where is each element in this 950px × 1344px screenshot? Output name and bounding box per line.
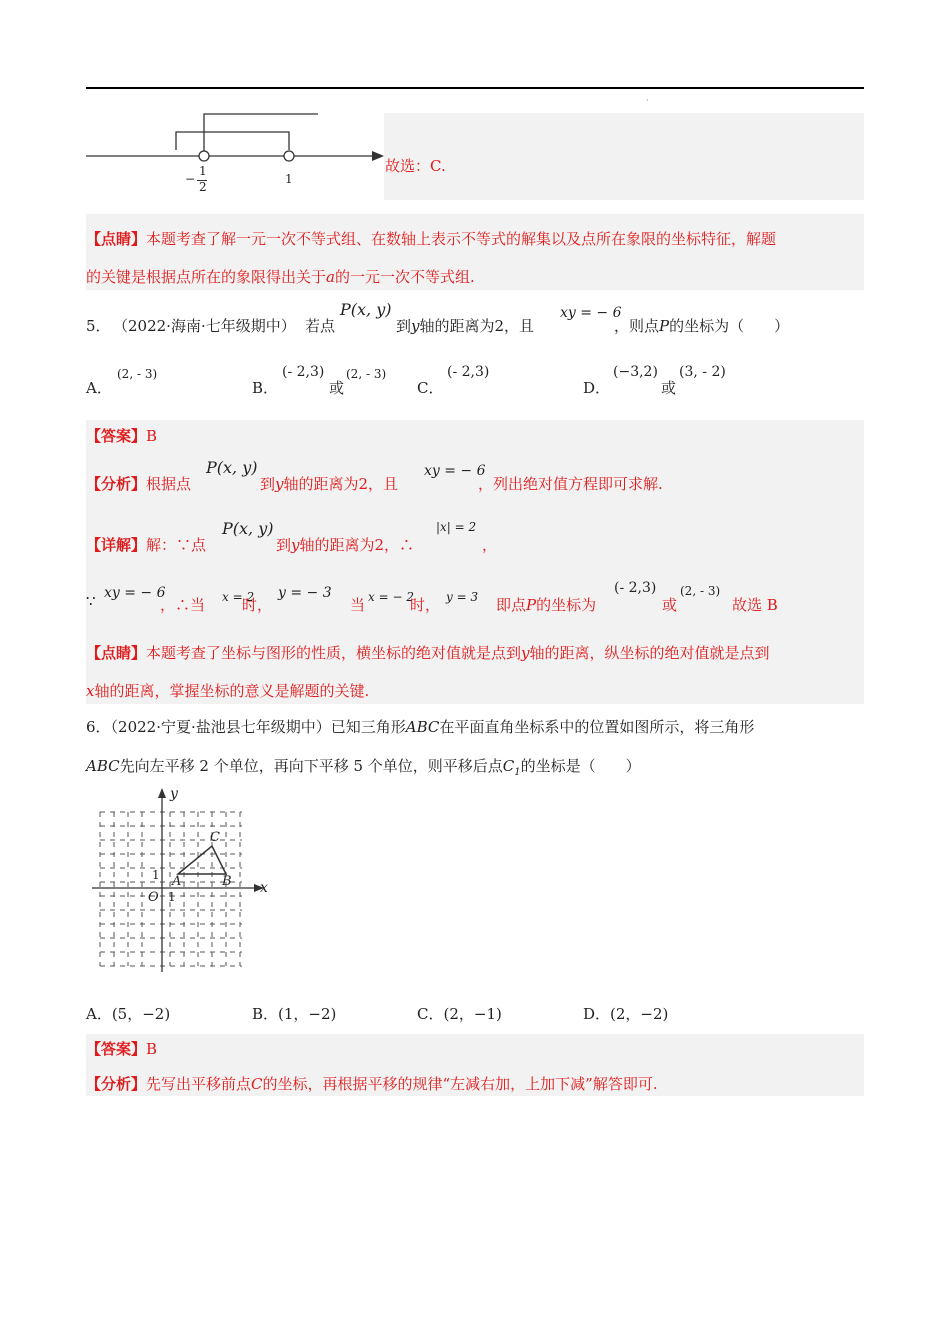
q5-source: （2022·海南·七年级期中） (113, 317, 296, 335)
answer-bg-1 (384, 113, 864, 200)
q6-option-a[interactable]: A．(5，−2) (86, 1005, 171, 1023)
numberline-neg-sign: − (185, 172, 196, 186)
triangle-abc (178, 846, 226, 874)
q5-text3: 轴的距离为2，且 (419, 317, 535, 335)
q5-pvar: P (659, 317, 670, 335)
q5-text4: ，则点 (614, 317, 660, 335)
q5-yvar: y (411, 317, 420, 335)
q5-detail-text4: ， (482, 536, 498, 554)
q6-answer-tag: 【答案】 (86, 1040, 147, 1058)
q5-dianjing-x: x (86, 682, 95, 700)
q6-point-c: C (210, 830, 220, 845)
q6-text1: 已知三角形 (330, 718, 406, 736)
q6-text2: 在平面直角坐标系中的位置如图所示，将三角形 (439, 718, 755, 736)
q5-answer-value: B (146, 427, 158, 445)
q5-option-c-label[interactable]: C． (417, 379, 444, 397)
q6-answer-value: B (146, 1040, 158, 1058)
q5-text-line2 (614, 315, 789, 337)
q5-detail-v2: (2, - 3) (680, 584, 721, 598)
q5-dianjing-y: y (521, 644, 530, 662)
header-rule (86, 87, 864, 89)
q5-text-line (396, 315, 534, 337)
q5-detail-text3: 轴的距离为2，∴ (299, 536, 415, 554)
q6-one-x-label: 1 (168, 890, 176, 904)
q5-option-b-value1[interactable]: (- 2,3) (282, 364, 325, 380)
q5-analysis-text1: 根据点 (146, 475, 192, 493)
q5-text5: 的坐标为（ ） (669, 317, 790, 335)
q6-source: （2022·宁夏·盐池县七年级期中） (110, 718, 331, 736)
q5-detail-tag: 【详解】 (86, 536, 147, 554)
q6-line1 (86, 716, 754, 738)
q5-detail-text1: 解：∵点 (146, 536, 207, 554)
q5-analysis-text2: 到 (260, 475, 276, 493)
q6-point-a: A (172, 874, 182, 889)
q6-option-b[interactable]: B．(1，−2) (252, 1005, 337, 1023)
q5-option-d-label[interactable]: D． (583, 379, 611, 397)
q6-c1-sub: 1 (514, 767, 521, 778)
top-conclusion: 故选：C. (385, 157, 446, 175)
q5-text1: 若点 (305, 317, 336, 335)
q5-text2: 到 (396, 317, 412, 335)
q5-number: 5． (86, 317, 111, 335)
q5-option-b-or: 或 (329, 379, 345, 397)
q5-detail-abs: |x| = 2 (436, 520, 477, 534)
q5-detail-because: ∵ (86, 592, 96, 610)
q5-analysis-line (86, 473, 191, 495)
q5-dianjing-2: 轴的距离，掌握坐标的意义是解题的关键. (94, 682, 370, 700)
q5-detail-l2c: 当 (350, 596, 366, 614)
q4-dianjing-var: a (326, 268, 335, 286)
numberline-neg-num: 1 (199, 164, 207, 178)
q5-option-d-or: 或 (661, 379, 677, 397)
q6-abc2: ABC (86, 757, 120, 775)
q5-analysis-text3: 轴的距离为2，且 (283, 475, 399, 493)
q5-detail-x2: x = − 2 (368, 590, 414, 604)
q5-detail-y1: y = − 3 (278, 585, 332, 601)
q5-detail-l2g: 故选 B (732, 596, 778, 614)
q6-y-label: y (170, 786, 178, 802)
q5-detail-l2e: 即点 (496, 596, 527, 614)
q5-dianjing-tag: 【点睛】 (86, 644, 147, 662)
q5-detail-y: y (291, 536, 300, 554)
q5-dianjing-1b: 轴的距离，纵坐标的绝对值就是点到 (529, 644, 770, 662)
q5-analysis-tag: 【分析】 (86, 475, 147, 493)
q5-option-b-value2[interactable]: (2, - 3) (346, 367, 387, 381)
q5-analysis-cond: xy = − 6 (424, 463, 486, 479)
q6-text4: 的坐标是（ ） (520, 757, 641, 775)
q6-line2 (86, 755, 641, 784)
q4-dianjing-text2b: 的一元一次不等式组. (334, 268, 475, 286)
q6-number: 6． (86, 718, 111, 736)
q5-detail-y2: y = 3 (446, 590, 479, 604)
q6-point-b: B (222, 874, 232, 889)
q6-option-c[interactable]: C．(2，−1) (417, 1005, 502, 1023)
q5-detail-line-b (276, 534, 414, 556)
number-line-figure (86, 106, 384, 198)
q5-detail-point: P(x, y) (222, 519, 274, 538)
q4-dianjing-line1 (86, 228, 776, 250)
numberline-one: 1 (285, 172, 293, 186)
q6-abc: ABC (405, 718, 440, 736)
q5-detail-or: 或 (662, 596, 678, 614)
q5-analysis-text4: ，列出绝对值方程即可求解. (478, 475, 663, 493)
q5-option-b-label[interactable]: B． (252, 379, 279, 397)
q5-answer-tag: 【答案】 (86, 427, 147, 445)
q5-dianjing-line1 (86, 642, 770, 664)
q5-cond: xy = − 6 (560, 305, 622, 321)
q5-option-d-value2[interactable]: (3, - 2) (679, 364, 726, 380)
q5-answer (86, 425, 157, 447)
q5-detail-line (86, 534, 206, 556)
q6-text3: 先向左平移 2 个单位，再向下平移 5 个单位，则平移后点 (119, 757, 503, 775)
q5-detail-l2a: ，∴当 (160, 596, 206, 614)
q5-option-c-value[interactable]: (- 2,3) (447, 364, 490, 380)
q4-dianjing-line2 (86, 266, 475, 288)
q5-dianjing-1a: 本题考查了坐标与图形的性质，横坐标的绝对值就是点到 (146, 644, 522, 662)
q6-analysis-tag: 【分析】 (86, 1075, 147, 1093)
q6-x-label: x (260, 880, 268, 896)
q6-grid-svg (88, 786, 278, 976)
q5-detail-l2b: 时， (242, 596, 273, 614)
q6-analysis-text2: 的坐标，再根据平移的规律“左减右加，上加下减”解答即可. (262, 1075, 658, 1093)
header-dot: · (646, 96, 649, 105)
q5-detail-l2d: 时， (410, 596, 441, 614)
q5-analysis-line-b (260, 473, 398, 495)
q5-option-a-label[interactable]: A． (86, 379, 112, 397)
q5-detail-text2: 到 (276, 536, 292, 554)
q6-coordinate-figure (88, 786, 278, 976)
q6-analysis-text1: 先写出平移前点 (146, 1075, 252, 1093)
q5-detail-v1: (- 2,3) (614, 580, 657, 596)
q6-c1: C (502, 757, 515, 775)
q5-detail-p: P (526, 596, 537, 614)
q6-origin-label: O (148, 890, 159, 905)
q5-detail-x1: x = 2 (222, 590, 255, 604)
q6-analysis (86, 1073, 658, 1095)
q4-dianjing-tag: 【点睛】 (86, 230, 147, 248)
q4-dianjing-text2a: 的关键是根据点所在的象限得出关于 (86, 268, 327, 286)
q5-option-d-value1[interactable]: (−3,2) (613, 364, 658, 380)
q6-answer (86, 1038, 157, 1060)
q5-option-a-value[interactable]: (2, - 3) (117, 367, 158, 381)
q5-dianjing-line2 (86, 680, 369, 702)
q5-point: P(x, y) (340, 300, 392, 319)
q6-option-d[interactable]: D．(2，−2) (583, 1005, 669, 1023)
q5-analysis-point: P(x, y) (206, 458, 258, 477)
q5-detail-l2f: 的坐标为 (536, 596, 597, 614)
q6-one-y-label: 1 (152, 868, 160, 882)
q5-detail-cond2: xy = − 6 (104, 585, 166, 601)
q6-analysis-c: C (251, 1075, 263, 1093)
q5-analysis-y: y (275, 475, 284, 493)
q4-dianjing-text1: 本题考查了解一元一次不等式组、在数轴上表示不等式的解集以及点所在象限的坐标特征，解题 (146, 230, 777, 248)
numberline-neg-den: 2 (199, 180, 207, 194)
q5-detail-l2e-line (496, 594, 596, 616)
